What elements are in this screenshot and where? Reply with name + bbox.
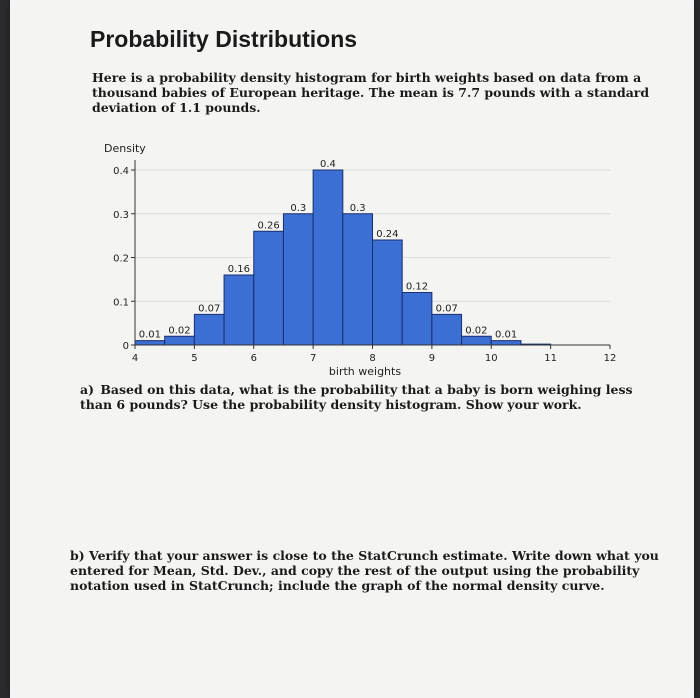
question-a-text: Based on this data, what is the probability that a baby is born weighing less than 6 pounds? Use the probability density histogram. Show your work.: [80, 382, 633, 412]
x-tick-label: 11: [544, 353, 557, 364]
histogram-bar: [194, 314, 224, 345]
intro-paragraph: Here is a probability density histogram for birth weights based on data from a thousand babies of European heritage. The mean is 7.7 pounds with a standard deviation of 1.1 pounds.: [92, 70, 650, 115]
y-axis: [113, 160, 135, 352]
histogram-bar: [224, 275, 254, 345]
page-title: Probability Distributions: [90, 26, 358, 52]
x-tick-label: 7: [309, 353, 317, 364]
bar-label: 0.02: [465, 325, 488, 337]
worksheet-page: [10, 0, 694, 698]
histogram-bar: [254, 231, 284, 345]
question-a: [80, 382, 665, 412]
y-tick-label: 0: [122, 341, 129, 352]
x-tick-label: 4: [131, 353, 139, 364]
question-b-label: b): [70, 548, 85, 563]
x-tick-label: 5: [191, 353, 198, 364]
y-tick-label: 0.2: [113, 253, 129, 265]
y-tick-label: 0.4: [113, 166, 129, 177]
bar-label: 0.16: [227, 264, 251, 275]
x-tick-label: 8: [369, 353, 376, 364]
y-tick-label: 0.1: [113, 297, 129, 309]
question-b-text: Verify that your answer is close to the StatCrunch estimate. Write down what you entered for Mean, Std. Dev., and copy the rest of the output using the probability notation used in StatCrunch; include the graph of the normal density curve.: [70, 548, 659, 593]
bar-label: 0.24: [376, 229, 399, 240]
bar-label: 0.12: [405, 281, 429, 293]
bar-label: 0.01: [138, 329, 161, 341]
histogram-bar: [135, 341, 165, 345]
histogram-bar: [313, 170, 343, 345]
histogram-bar: [373, 240, 403, 345]
histogram-bar: [165, 336, 195, 345]
bar-label: 0.02: [168, 325, 191, 337]
x-axis-label: birth weights: [328, 365, 402, 378]
histogram-bar: [283, 214, 313, 345]
histogram-bar: [462, 336, 492, 345]
histogram-bar: [343, 214, 373, 345]
histogram-svg: [90, 135, 630, 380]
bar-label: 0.3: [349, 202, 366, 214]
bar-label: 0.01: [494, 329, 518, 341]
x-axis: [132, 345, 617, 364]
x-tick-label: 6: [250, 353, 257, 364]
question-a-label: a): [80, 382, 95, 397]
y-axis-label: Density: [104, 142, 146, 155]
question-b: [70, 548, 670, 593]
x-tick-label: 10: [484, 353, 498, 364]
y-tick-label: 0.3: [113, 209, 129, 221]
histogram-bar: [491, 341, 521, 345]
bar-label: 0.07: [198, 303, 221, 315]
x-tick-label: 12: [603, 353, 617, 364]
bar-label: 0.3: [290, 202, 307, 214]
histogram-chart: [90, 135, 630, 384]
bar-label: 0.07: [435, 303, 458, 315]
histogram-bar: [432, 314, 462, 345]
histogram-bar: [402, 293, 432, 346]
bar-label: 0.4: [320, 159, 336, 170]
x-tick-label: 9: [428, 353, 436, 364]
bar-label: 0.26: [257, 220, 280, 232]
